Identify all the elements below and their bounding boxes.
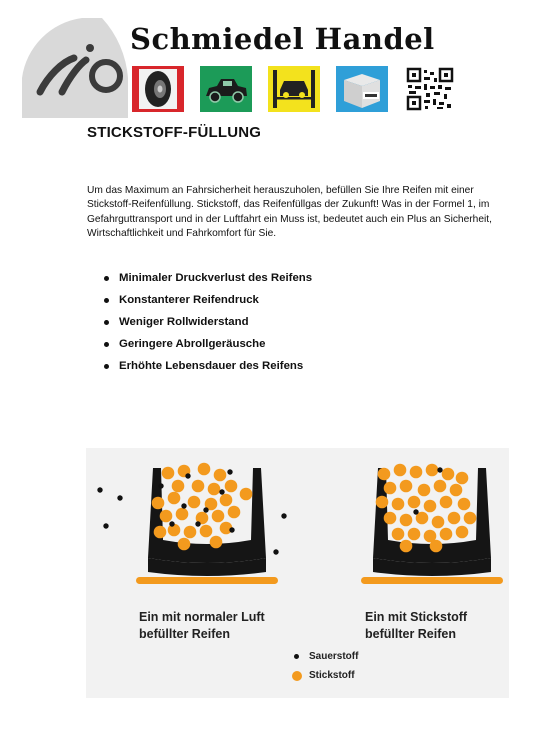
nitrogen-molecule (432, 516, 445, 529)
nitrogen-filled-tyre-illustration (361, 464, 503, 584)
nitrogen-molecule (162, 467, 175, 480)
nitrogen-molecule (198, 463, 211, 476)
oxygen-molecule (219, 489, 224, 494)
air-filled-tyre-illustration (97, 463, 286, 584)
oxygen-molecule (181, 503, 186, 508)
oxygen-dot-icon (294, 654, 299, 659)
nitrogen-molecule (458, 498, 471, 511)
nitrogen-molecule (376, 496, 389, 509)
legend-oxygen (292, 651, 358, 662)
nitrogen-molecule (178, 538, 191, 551)
nitrogen-molecule (184, 526, 197, 539)
nitrogen-molecule (456, 472, 469, 485)
classic-car-icon (200, 66, 252, 112)
nitrogen-molecule (430, 540, 443, 553)
nitrogen-molecule (440, 528, 453, 541)
ground-line (136, 577, 278, 584)
oxygen-molecule (185, 473, 190, 478)
nitrogen-molecule (408, 528, 421, 541)
nitrogen-molecule (440, 496, 453, 509)
nitrogen-molecule (212, 510, 225, 523)
oxygen-molecule (97, 487, 102, 492)
nitrogen-molecule (450, 484, 463, 497)
nitrogen-molecule (154, 526, 167, 539)
benefits-list (100, 270, 312, 380)
nitrogen-tyre-caption: Ein mit Stickstoff befüllter Reifen (365, 610, 468, 641)
nitrogen-molecule (448, 512, 461, 525)
nitrogen-molecule (192, 480, 205, 493)
nitrogen-molecule (384, 482, 397, 495)
nitrogen-molecule (424, 500, 437, 513)
oxygen-molecule (273, 549, 278, 554)
oxygen-molecule (281, 513, 286, 518)
nitrogen-molecule (240, 488, 253, 501)
list-item: Minimaler Druckverlust des Reifens (100, 270, 312, 292)
oxygen-molecule (229, 527, 234, 532)
nitrogen-molecule (456, 526, 469, 539)
nitrogen-molecule (228, 506, 241, 519)
list-item: Weniger Rollwiderstand (100, 314, 312, 336)
nitrogen-molecule (394, 464, 407, 477)
oxygen-molecule (227, 469, 232, 474)
air-tyre-caption: Ein mit normaler Luft befüllter Reifen (139, 610, 265, 641)
nitrogen-molecule (172, 480, 185, 493)
oxygen-molecule (103, 523, 108, 528)
nitrogen-molecule (210, 536, 223, 549)
oxygen-molecule (437, 467, 442, 472)
nitrogen-molecule (220, 494, 233, 507)
nitrogen-molecule (392, 528, 405, 541)
page-header (22, 18, 522, 118)
package-box-icon (336, 66, 388, 112)
nitrogen-molecule (200, 525, 213, 538)
nitrogen-molecule (384, 512, 397, 525)
oxygen-molecule (158, 483, 163, 488)
page-title: STICKSTOFF-FÜLLUNG (87, 124, 262, 141)
nitrogen-molecule (160, 510, 173, 523)
nitrogen-molecule (442, 468, 455, 481)
tyre-icon (132, 66, 184, 112)
nitrogen-molecule (418, 484, 431, 497)
nitrogen-molecule (426, 464, 439, 477)
nitrogen-molecule (400, 514, 413, 527)
oxygen-molecule (117, 495, 122, 500)
nitrogen-molecule (400, 540, 413, 553)
car-lift-icon (268, 66, 320, 112)
oxygen-molecule (169, 521, 174, 526)
nitrogen-molecule (464, 512, 477, 525)
nitrogen-molecule (168, 492, 181, 505)
nitrogen-molecule (410, 466, 423, 479)
list-item: Geringere Abrollgeräusche (100, 336, 312, 358)
nitrogen-molecule (392, 498, 405, 511)
intro-paragraph: Um das Maximum an Fahrsicherheit herauszuholen, befüllen Sie Ihre Reifen mit einer Stickstoff-Reifenfüllung. Stickstoff, das Reifenfüllgas der Zukunft! Was in der Formel 1, im Gefahrguttransport und in der Luftfahrt ein Muss ist, bedeutet auch ein Plus an Sicherheit, Wirtschaftlichkeit und Fahrkomfort für Sie. (87, 185, 492, 239)
oxygen-molecule (413, 509, 418, 514)
list-item: Konstanterer Reifendruck (100, 292, 312, 314)
legend-nitrogen-label: Stickstoff (309, 670, 355, 681)
ground-line (361, 577, 503, 584)
brand-name: Schmiedel Handel (130, 22, 435, 56)
oxygen-molecule (195, 521, 200, 526)
qr-code-icon (404, 66, 456, 112)
nitrogen-molecule (408, 496, 421, 509)
nitrogen-molecule (434, 480, 447, 493)
oxygen-molecule (203, 507, 208, 512)
nitrogen-molecule (208, 483, 221, 496)
company-logo-icon (22, 18, 128, 118)
nitrogen-molecule (214, 469, 227, 482)
tyre-comparison-figure (86, 448, 509, 698)
nitrogen-dot-icon (292, 671, 302, 681)
nitrogen-molecule (378, 468, 391, 481)
nitrogen-molecule (176, 508, 189, 521)
nitrogen-molecule (225, 480, 238, 493)
nitrogen-molecule (152, 497, 165, 510)
legend-nitrogen (292, 670, 355, 681)
legend-oxygen-label: Sauerstoff (309, 651, 359, 662)
nitrogen-molecule (188, 496, 201, 509)
nitrogen-molecule (400, 480, 413, 493)
list-item: Erhöhte Lebensdauer des Reifens (100, 358, 312, 380)
